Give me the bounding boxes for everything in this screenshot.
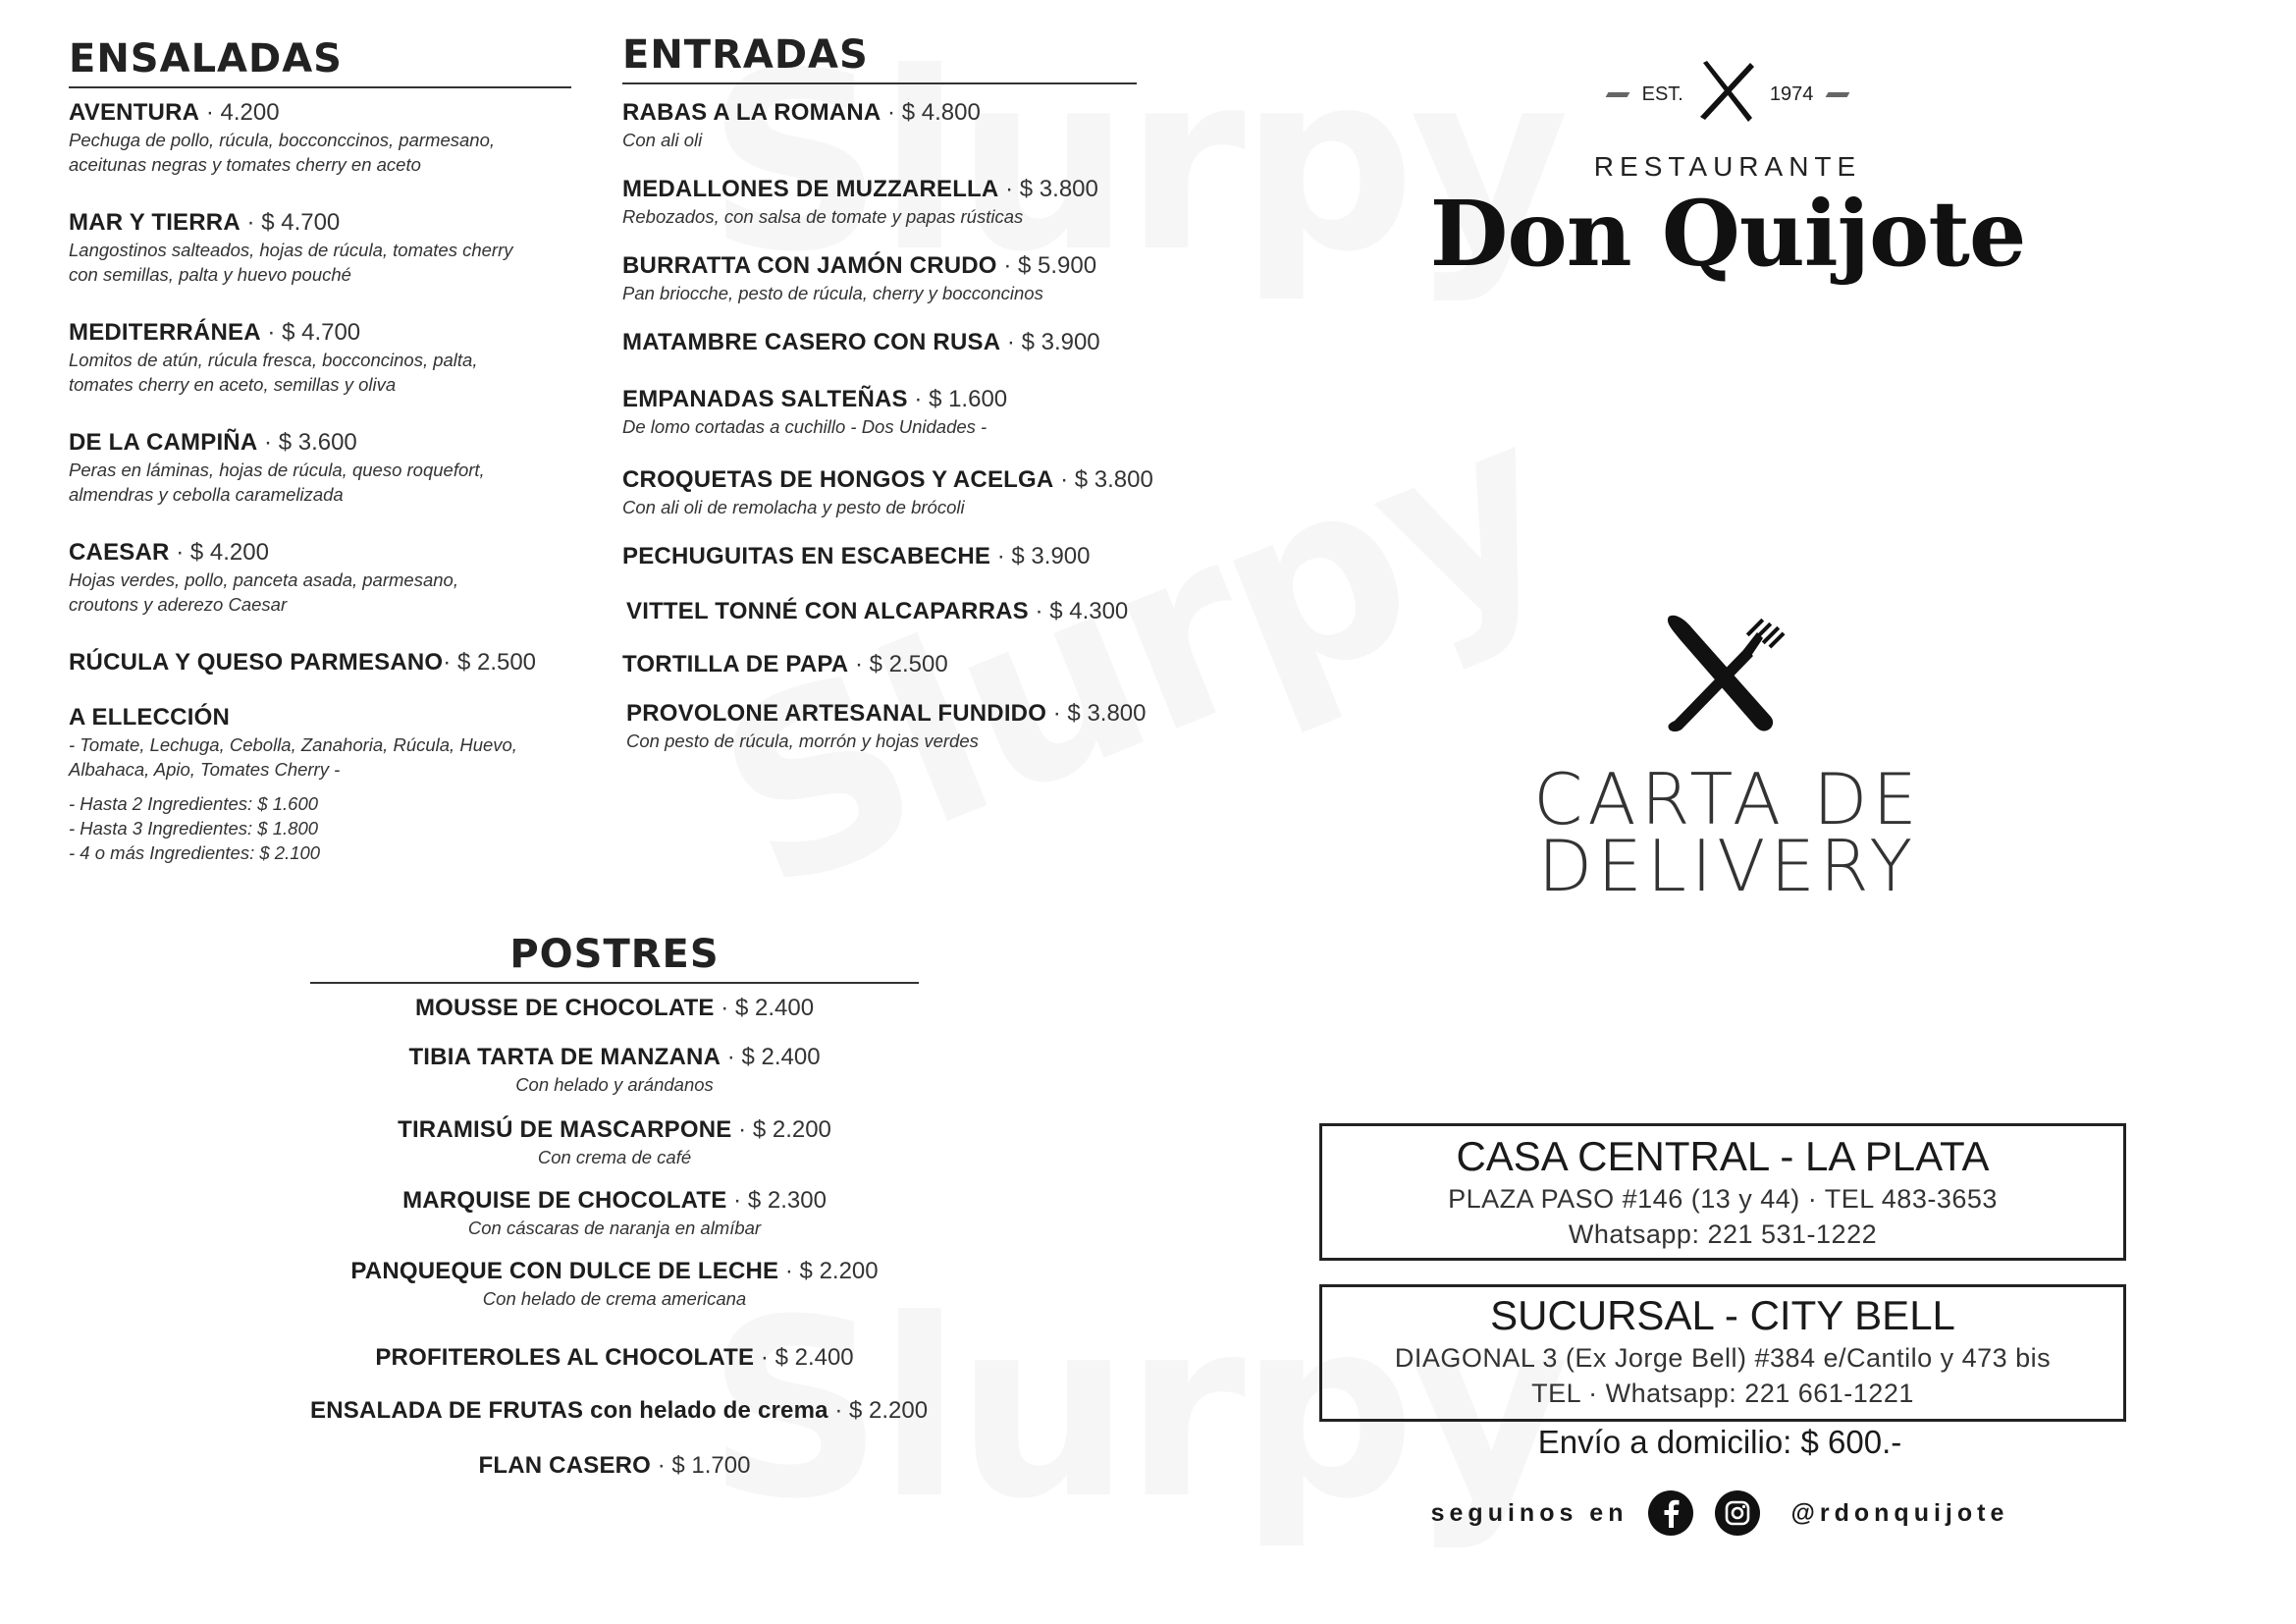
social-row <box>1319 1490 2120 1536</box>
item-name: AVENTURA <box>69 99 200 126</box>
item-price: · $ 4.200 <box>169 539 269 566</box>
menu-item <box>310 1396 929 1426</box>
item-name: TIBIA TARTA DE MANZANA <box>408 1044 721 1070</box>
restaurante-label: RESTAURANTE <box>1593 151 1862 182</box>
item-name: PROVOLONE ARTESANAL FUNDIDO <box>626 700 1047 727</box>
menu-item <box>69 208 571 287</box>
est-label: EST. <box>1641 82 1683 105</box>
sucursal-title: SUCURSAL - CITY BELL <box>1490 1292 1955 1338</box>
menu-item <box>310 1043 919 1097</box>
item-name: RÚCULA Y QUESO PARMESANO <box>69 649 444 676</box>
item-desc: Con ali oli de remolacha y pesto de brócoli <box>622 497 965 517</box>
item-name: RABAS A LA ROMANA <box>622 99 881 126</box>
item-desc: aceitunas negras y tomates cherry en aceto <box>69 154 421 175</box>
item-price: · $ 4.700 <box>260 319 361 346</box>
item-desc: Con cáscaras de naranja en almíbar <box>467 1218 762 1238</box>
item-desc: De lomo cortadas a cuchillo - Dos Unidades - <box>622 416 988 437</box>
menu-item <box>622 175 1137 229</box>
item-price: · $ 1.700 <box>651 1452 751 1479</box>
item-name: MEDALLONES DE MUZZARELLA <box>622 176 999 202</box>
menu-item <box>69 428 571 507</box>
item-name: MEDITERRÁNEA <box>69 319 261 346</box>
casa-central-box <box>1319 1123 2126 1261</box>
item-desc: - Tomate, Lechuga, Cebolla, Zanahoria, Rúcula, Huevo, <box>69 734 517 755</box>
menu-item <box>622 385 1137 439</box>
item-price: · $ 1.600 <box>907 386 1008 412</box>
entradas-title: ENTRADAS <box>622 29 1137 84</box>
knife-fork-small-icon <box>1697 59 1756 130</box>
item-price: · $ 3.800 <box>1053 466 1153 493</box>
item-price: · $ 4.300 <box>1028 598 1129 624</box>
item-name: DE LA CAMPIÑA <box>69 429 258 456</box>
menu-item <box>69 703 571 865</box>
item-name: TIRAMISÚ DE MASCARPONE <box>398 1116 732 1143</box>
item-price: · $ 3.800 <box>1046 700 1147 727</box>
item-desc: Con crema de café <box>537 1147 692 1167</box>
item-price: · $ 2.500 <box>848 651 948 677</box>
decor-dash <box>1605 92 1629 97</box>
menu-item <box>622 98 1137 152</box>
menu-item <box>626 597 1141 626</box>
item-desc: Rebozados, con salsa de tomate y papas rústicas <box>622 206 1024 227</box>
item-desc: Con pesto de rúcula, morrón y hojas verdes <box>626 731 979 751</box>
entradas-section <box>622 29 1153 766</box>
item-price: · $ 2.200 <box>731 1116 831 1143</box>
menu-item <box>69 318 571 397</box>
delivery-fee: Envío a domicilio: $ 600.- <box>1537 1424 1902 1460</box>
carta-line-2: DELIVERY <box>1537 825 1918 907</box>
est-year: 1974 <box>1769 82 1814 105</box>
item-price: · $ 4.800 <box>881 99 981 126</box>
item-price: · $ 5.900 <box>996 252 1097 279</box>
est-row <box>1374 59 2081 130</box>
item-price: · $ 3.600 <box>257 429 357 456</box>
item-name: PANQUEQUE CON DULCE DE LECHE <box>350 1258 779 1284</box>
casa-central-title: CASA CENTRAL - LA PLATA <box>1456 1133 1990 1179</box>
sucursal-whatsapp: TEL · Whatsapp: 221 661-1221 <box>1531 1379 1914 1408</box>
facebook-icon[interactable] <box>1648 1490 1693 1536</box>
item-price: · $ 3.900 <box>1000 329 1100 355</box>
menu-item <box>69 98 571 177</box>
item-name: MOUSSE DE CHOCOLATE <box>414 995 715 1021</box>
item-price: · $ 2.300 <box>726 1187 827 1214</box>
social-handle[interactable]: @rdonquijote <box>1790 1498 2009 1527</box>
menu-item <box>622 465 1153 519</box>
item-name: PROFITEROLES AL CHOCOLATE <box>375 1344 755 1371</box>
item-desc: Pechuga de pollo, rúcula, bocconccinos, parmesano, <box>69 130 495 150</box>
item-name: MATAMBRE CASERO CON RUSA <box>622 329 1001 355</box>
item-price: · $ 4.700 <box>240 209 341 236</box>
menu-item <box>69 538 571 617</box>
item-price: · $ 2.400 <box>714 995 815 1021</box>
item-name: PECHUGUITAS EN ESCABECHE <box>622 543 991 569</box>
item-desc: Pan briocche, pesto de rúcula, cherry y bocconcinos <box>622 283 1043 303</box>
ensaladas-title: ENSALADAS <box>69 33 571 88</box>
item-name: TORTILLA DE PAPA <box>622 651 849 677</box>
decor-dash <box>1826 92 1850 97</box>
item-desc: con semillas, palta y huevo pouché <box>69 264 351 285</box>
restaurant-logo <box>1374 59 2081 285</box>
item-desc: croutons y aderezo Caesar <box>69 594 288 615</box>
item-price: · $ 3.900 <box>990 543 1091 569</box>
item-desc: Con helado y arándanos <box>515 1074 714 1095</box>
item-name: MAR Y TIERRA <box>69 209 240 236</box>
item-desc: Lomitos de atún, rúcula fresca, bocconcinos, palta, <box>69 350 478 370</box>
item-name: VITTEL TONNÉ CON ALCAPARRAS <box>626 598 1029 624</box>
item-name: BURRATTA CON JAMÓN CRUDO <box>622 252 997 279</box>
knife-fork-crossed-icon <box>1661 611 1789 734</box>
item-name: ENSALADA DE FRUTAS con helado de crema <box>310 1397 828 1424</box>
item-name: CROQUETAS DE HONGOS Y ACELGA <box>622 466 1054 493</box>
menu-item <box>310 994 919 1023</box>
menu-item <box>310 1115 919 1169</box>
menu-item <box>622 328 1137 357</box>
ingredient-option: - 4 o más Ingredientes: $ 2.100 <box>69 842 321 863</box>
item-desc: almendras y cebolla caramelizada <box>69 484 344 505</box>
ingredient-option: - Hasta 3 Ingredientes: $ 1.800 <box>69 818 319 839</box>
item-desc: Peras en láminas, hojas de rúcula, queso roquefort, <box>69 460 485 480</box>
carta-title <box>1374 758 2081 907</box>
item-price: · $ 2.200 <box>828 1397 929 1424</box>
item-name: FLAN CASERO <box>478 1452 652 1479</box>
sucursal-address: DIAGONAL 3 (Ex Jorge Bell) #384 e/Cantilo y 473 bis <box>1394 1343 2052 1373</box>
item-desc: Albahaca, Apio, Tomates Cherry - <box>69 759 341 780</box>
menu-item <box>622 542 1137 571</box>
item-price: · $ 2.500 <box>443 649 537 676</box>
instagram-icon[interactable] <box>1715 1490 1760 1536</box>
casa-central-address: PLAZA PASO #146 (13 y 44) · TEL 483-3653 <box>1448 1184 1998 1214</box>
ensaladas-section <box>69 33 571 897</box>
menu-item <box>310 1186 919 1240</box>
item-desc: Langostinos salteados, hojas de rúcula, tomates cherry <box>69 240 513 260</box>
item-name: MARQUISE DE CHOCOLATE <box>402 1187 727 1214</box>
social-label: seguinos en <box>1430 1498 1629 1527</box>
menu-item <box>626 699 1147 753</box>
postres-section <box>310 929 929 1498</box>
item-desc: Hojas verdes, pollo, panceta asada, parmesano, <box>69 569 458 590</box>
item-name: A ELLECCIÓN <box>69 704 230 731</box>
casa-central-whatsapp: Whatsapp: 221 531-1222 <box>1568 1219 1878 1249</box>
item-price: · $ 2.400 <box>754 1344 854 1371</box>
item-price: · $ 2.200 <box>778 1258 879 1284</box>
menu-item <box>310 1451 919 1481</box>
item-price: · 4.200 <box>199 99 280 126</box>
item-desc: Con helado de crema americana <box>482 1288 747 1309</box>
sucursal-box <box>1319 1284 2126 1422</box>
brand-name: Don Quijote <box>1429 181 2026 287</box>
item-name: CAESAR <box>69 539 170 566</box>
menu-item <box>310 1343 919 1373</box>
item-desc: tomates cherry en aceto, semillas y oliva <box>69 374 397 395</box>
menu-item <box>622 650 1137 679</box>
postres-title: POSTRES <box>310 929 919 984</box>
ingredient-option: - Hasta 2 Ingredientes: $ 1.600 <box>69 793 319 814</box>
item-price: · $ 3.800 <box>998 176 1098 202</box>
item-name: EMPANADAS SALTEÑAS <box>622 386 908 412</box>
carta-line-1: CARTA DE <box>1533 758 1922 840</box>
menu-item <box>69 648 571 677</box>
menu-item <box>310 1257 919 1311</box>
item-desc: Con ali oli <box>622 130 703 150</box>
menu-item <box>622 251 1137 305</box>
item-price: · $ 2.400 <box>721 1044 821 1070</box>
